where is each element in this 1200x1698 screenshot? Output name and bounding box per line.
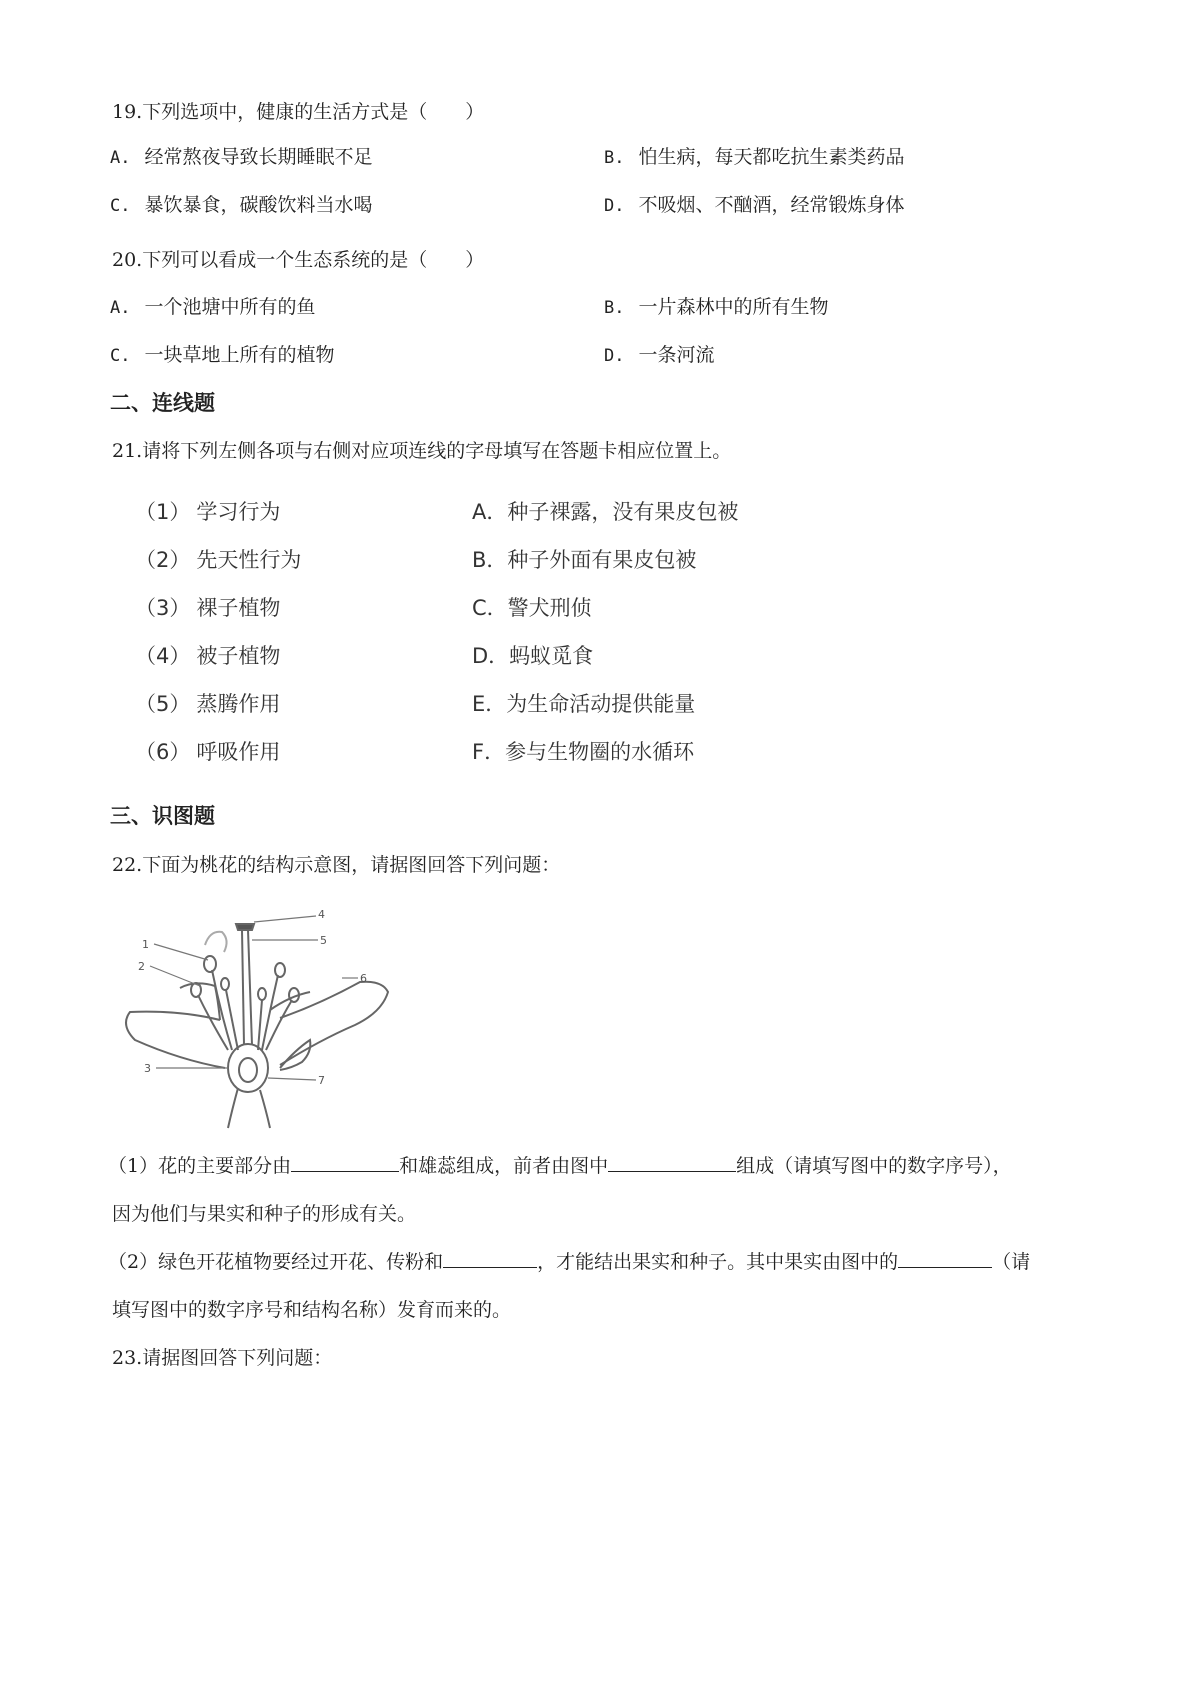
figure-label-2: 2: [138, 960, 145, 973]
figure-label-5: 5: [320, 934, 327, 947]
q21-right-item-e: [472, 688, 695, 718]
q22-part2-line1: [108, 1247, 1030, 1274]
item-text: 种子裸露，没有果皮包被: [507, 500, 739, 524]
q21-right-item-a: [472, 496, 738, 526]
q19-stem: 19.下列选项中，健康的生活方式是（ ）: [112, 101, 485, 123]
item-number: （1）: [135, 500, 191, 524]
answer-blank[interactable]: [291, 1153, 399, 1172]
q22-part2-text-a: （2）绿色开花植物要经过开花、传粉和: [108, 1251, 444, 1273]
option-letter: C.: [110, 346, 131, 366]
q20-stem: 20.下列可以看成一个生态系统的是（ ）: [112, 249, 485, 271]
option-letter: C.: [110, 196, 131, 216]
option-letter: B.: [604, 298, 625, 318]
q21-left-item-6: [135, 736, 280, 766]
q20-option-d[interactable]: [604, 340, 715, 367]
q19-option-b[interactable]: [604, 142, 905, 169]
option-letter: D.: [604, 196, 625, 216]
q19-option-d[interactable]: [604, 190, 905, 217]
item-text: 裸子植物: [196, 596, 281, 620]
q21-left-item-1: [135, 496, 280, 526]
option-letter: A.: [110, 148, 131, 168]
figure-label-7: 7: [318, 1074, 325, 1087]
item-letter: F．: [472, 740, 506, 764]
item-letter: A．: [472, 500, 508, 524]
item-text: 蚂蚁觅食: [509, 644, 594, 668]
item-text: 先天性行为: [196, 548, 302, 572]
q20-option-c[interactable]: [110, 340, 335, 367]
item-number: （5）: [135, 692, 191, 716]
q22-part1-line1: [108, 1151, 1012, 1178]
section-heading-matching: 二、连线题: [110, 391, 215, 415]
q22-part2-line2: 填写图中的数字序号和结构名称）发育而来的。: [112, 1299, 512, 1321]
item-text: 为生命活动提供能量: [506, 692, 696, 716]
q22-part2-text-b: ，才能结出果实和种子。其中果实由图中的: [537, 1251, 899, 1273]
option-text: 怕生病，每天都吃抗生素类药品: [638, 146, 905, 168]
item-text: 警犬刑侦: [507, 596, 592, 620]
option-text: 不吸烟、不酗酒，经常锻炼身体: [638, 194, 905, 216]
q20-option-b[interactable]: [604, 292, 829, 319]
q21-left-item-4: [135, 640, 280, 670]
item-text: 种子外面有果皮包被: [507, 548, 697, 572]
q19-option-c[interactable]: [110, 190, 373, 217]
q21-left-item-3: [135, 592, 280, 622]
figure-label-6: 6: [360, 972, 367, 985]
item-text: 参与生物圈的水循环: [505, 740, 695, 764]
item-letter: C．: [472, 596, 508, 620]
q21-left-item-5: [135, 688, 280, 718]
item-text: 学习行为: [196, 500, 281, 524]
item-number: （3）: [135, 596, 191, 620]
option-letter: B.: [604, 148, 625, 168]
figure-label-1: 1: [142, 938, 149, 951]
q22-part1-text-c: 组成（请填写图中的数字序号），: [736, 1155, 1012, 1177]
item-text: 被子植物: [196, 644, 281, 668]
item-number: （6）: [135, 740, 191, 764]
item-letter: E．: [472, 692, 507, 716]
q21-stem: 21.请将下列左侧各项与右侧对应项连线的字母填写在答题卡相应位置上。: [112, 440, 732, 462]
item-number: （4）: [135, 644, 191, 668]
item-letter: B．: [472, 548, 508, 572]
q23-stem: 23.请据图回答下列问题：: [112, 1347, 333, 1369]
option-letter: A.: [110, 298, 131, 318]
option-text: 经常熬夜导致长期睡眠不足: [144, 146, 373, 168]
figure-label-3: 3: [144, 1062, 151, 1075]
option-text: 一块草地上所有的植物: [144, 344, 335, 366]
peach-flower-diagram: [120, 900, 420, 1130]
option-text: 暴饮暴食，碳酸饮料当水喝: [144, 194, 373, 216]
item-letter: D．: [472, 644, 510, 668]
option-text: 一个池塘中所有的鱼: [144, 296, 316, 318]
item-text: 蒸腾作用: [196, 692, 281, 716]
item-number: （2）: [135, 548, 191, 572]
section-heading-diagram: 三、识图题: [110, 804, 215, 828]
answer-blank[interactable]: [898, 1249, 992, 1268]
q19-option-a[interactable]: [110, 142, 373, 169]
q21-left-item-2: [135, 544, 301, 574]
q22-stem: 22.下面为桃花的结构示意图，请据图回答下列问题：: [112, 854, 561, 876]
q21-right-item-b: [472, 544, 696, 574]
q21-right-item-c: [472, 592, 592, 622]
option-text: 一条河流: [638, 344, 715, 366]
q21-right-item-d: [472, 640, 593, 670]
item-text: 呼吸作用: [196, 740, 281, 764]
answer-blank[interactable]: [443, 1249, 537, 1268]
q22-part1-line2: 因为他们与果实和种子的形成有关。: [112, 1203, 417, 1225]
q22-part1-text-b: 和雄蕊组成，前者由图中: [399, 1155, 609, 1177]
q20-option-a[interactable]: [110, 292, 316, 319]
q22-part1-text-a: （1）花的主要部分由: [108, 1155, 292, 1177]
q21-right-item-f: [472, 736, 694, 766]
option-letter: D.: [604, 346, 625, 366]
q22-part2-text-c: （请: [992, 1251, 1031, 1273]
option-text: 一片森林中的所有生物: [638, 296, 829, 318]
figure-label-4: 4: [318, 908, 325, 921]
answer-blank[interactable]: [608, 1153, 736, 1172]
